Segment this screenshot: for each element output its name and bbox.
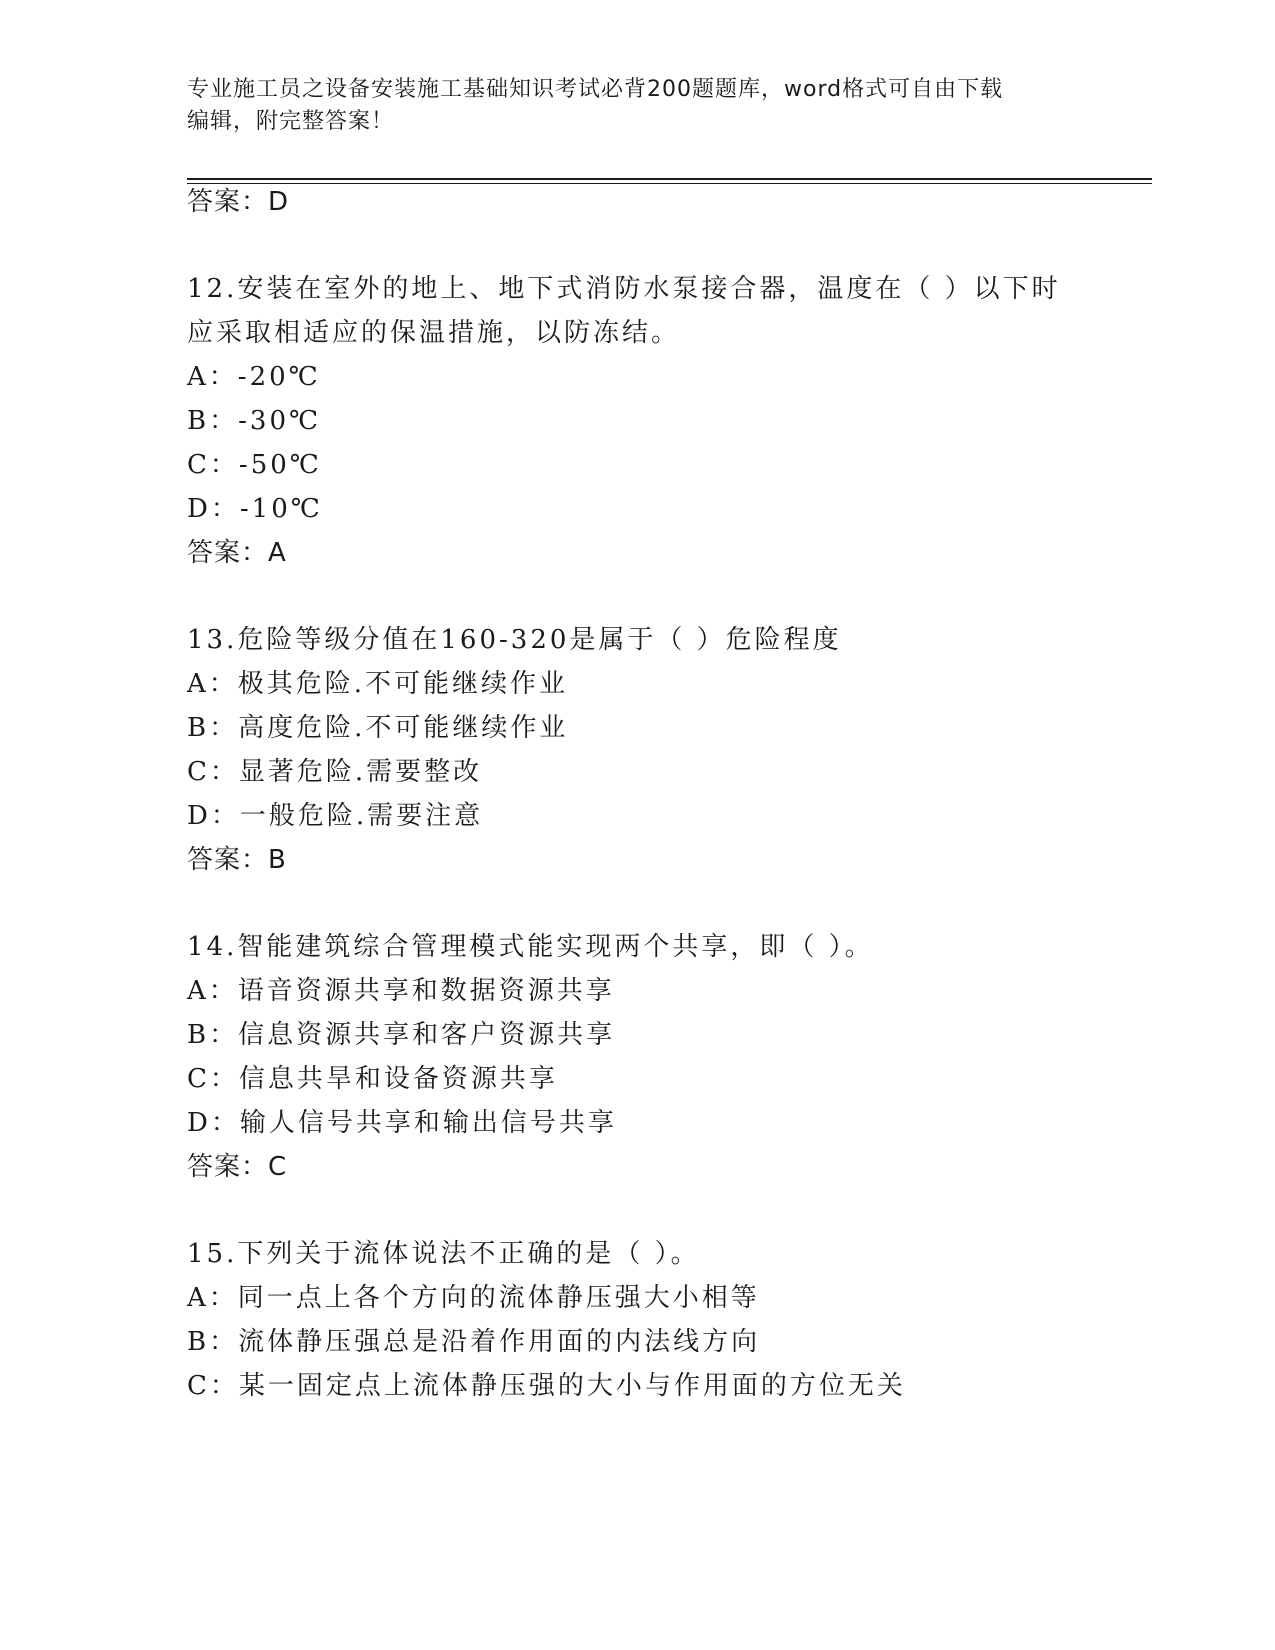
answer-value: D [268, 187, 290, 217]
question-15-option-a [187, 1281, 760, 1315]
option-label: B [187, 1327, 210, 1357]
option-separator: ： [208, 669, 238, 699]
question-stem-text: 危险等级分值在160-320是属于（ ）危险程度 [237, 625, 842, 655]
answer-value: B [268, 845, 287, 875]
option-text: -50℃ [238, 450, 322, 480]
question-stem-text: 应采取相适应的保温措施，以防冻结。 [187, 318, 681, 348]
question-12-option-b [187, 404, 321, 438]
question-12-answer [187, 536, 287, 570]
option-text: 信息资源共享和客户资源共享 [238, 1020, 616, 1050]
question-number: 14. [187, 932, 238, 962]
option-label: B [187, 713, 210, 743]
question-15-option-c [187, 1369, 906, 1403]
question-13-option-c [187, 755, 482, 789]
header-divider-thick [187, 178, 1152, 180]
question-14-stem-line-1 [187, 930, 874, 964]
question-13-option-d [187, 799, 483, 833]
option-text: 流体静压强总是沿着作用面的内法线方向 [238, 1327, 761, 1357]
option-text: 语音资源共享和数据资源共享 [237, 976, 615, 1006]
answer-label: 答案： [187, 845, 269, 875]
question-15-stem-line-1 [187, 1237, 700, 1271]
question-14-answer [187, 1150, 287, 1184]
question-12-option-d [187, 492, 323, 526]
option-label: D [187, 1108, 211, 1138]
option-text: -10℃ [239, 494, 323, 524]
option-label: C [187, 757, 210, 787]
option-label: D [187, 801, 211, 831]
option-separator: ： [209, 1064, 239, 1094]
option-separator: ： [209, 406, 239, 436]
question-14-option-b [187, 1018, 615, 1052]
option-label: D [187, 494, 211, 524]
answer-value: C [268, 1152, 288, 1182]
option-label: C [187, 450, 210, 480]
answer-label: 答案： [187, 187, 269, 217]
question-stem-text: 下列关于流体说法不正确的是（ ）。 [237, 1239, 700, 1269]
answer-label: 答案： [187, 1152, 269, 1182]
question-12-option-a [187, 360, 321, 394]
option-label: B [187, 1020, 210, 1050]
question-14-option-d [187, 1106, 617, 1140]
option-label: C [187, 1371, 210, 1401]
question-14-option-c [187, 1062, 558, 1096]
option-separator: ： [208, 1283, 238, 1313]
question-12-option-c [187, 448, 322, 482]
option-label: A [187, 976, 209, 1006]
option-separator: ： [209, 450, 239, 480]
question-stem-text: 智能建筑综合管理模式能实现两个共享，即（ ）。 [237, 932, 874, 962]
answer-label: 答案： [187, 538, 269, 568]
option-text: 同一点上各个方向的流体静压强大小相等 [237, 1283, 760, 1313]
option-separator: ： [210, 494, 240, 524]
option-text: 显著危险.需要整改 [238, 757, 483, 787]
option-separator: ： [209, 1371, 239, 1401]
option-label: C [187, 1064, 210, 1094]
option-separator: ： [209, 1020, 239, 1050]
answer-line-prev [187, 185, 289, 219]
option-text: 输人信号共享和输出信号共享 [239, 1108, 617, 1138]
option-separator: ： [208, 362, 238, 392]
option-text: -30℃ [238, 406, 322, 436]
question-14-option-a [187, 974, 615, 1008]
option-separator: ： [210, 801, 240, 831]
option-text: -20℃ [237, 362, 321, 392]
question-12-stem-line-1 [187, 272, 1061, 306]
question-number: 15. [187, 1239, 238, 1269]
option-separator: ： [209, 757, 239, 787]
question-15-option-b [187, 1325, 760, 1359]
option-separator: ： [208, 976, 238, 1006]
question-13-option-b [187, 711, 568, 745]
option-label: A [187, 669, 209, 699]
option-text: 信息共旱和设备资源共享 [238, 1064, 558, 1094]
header-line-1: 专业施工员之设备安装施工基础知识考试必背200题题库，word格式可自由下载 [187, 77, 1004, 102]
option-label: A [187, 1283, 209, 1313]
question-number: 13. [187, 625, 238, 655]
header-line-2: 编辑，附完整答案！ [187, 109, 395, 134]
option-text: 极其危险.不可能继续作业 [237, 669, 569, 699]
answer-value: A [268, 538, 287, 568]
question-13-answer [187, 843, 287, 877]
question-stem-text: 安装在室外的地上、地下式消防水泵接合器，温度在（ ）以下时 [237, 274, 1061, 304]
option-separator: ： [209, 1327, 239, 1357]
option-separator: ： [209, 713, 239, 743]
option-text: 一般危险.需要注意 [239, 801, 484, 831]
option-text: 高度危险.不可能继续作业 [238, 713, 569, 743]
question-12-stem-line-2 [187, 316, 680, 350]
question-13-stem-line-1 [187, 623, 842, 657]
option-text: 某一固定点上流体静压强的大小与作用面的方位无关 [238, 1371, 906, 1401]
option-label: B [187, 406, 210, 436]
document-header [187, 74, 1087, 138]
question-number: 12. [187, 274, 238, 304]
option-separator: ： [210, 1108, 240, 1138]
header-divider-thin [187, 183, 1152, 184]
option-label: A [187, 362, 209, 392]
question-13-option-a [187, 667, 568, 701]
